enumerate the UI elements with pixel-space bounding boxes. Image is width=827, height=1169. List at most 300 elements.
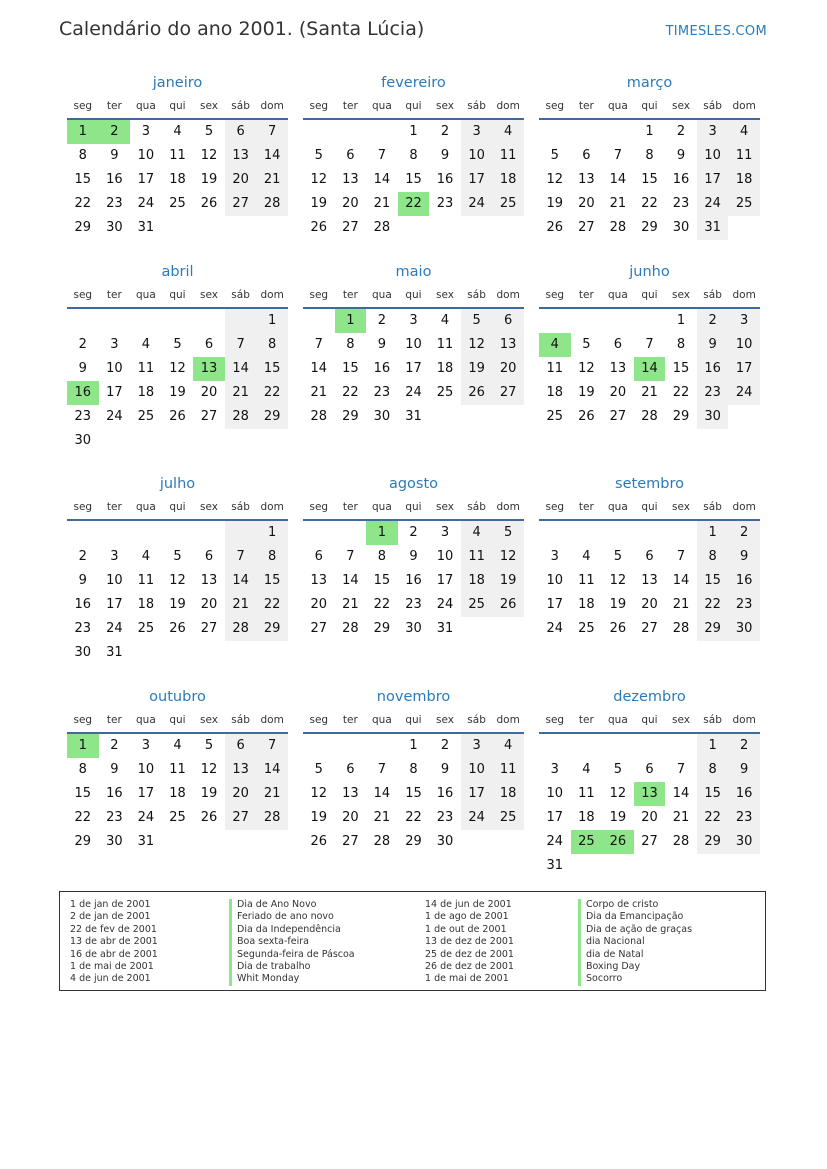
day-cell: 10 — [106, 573, 123, 588]
day-cell: 26 — [310, 834, 328, 849]
weekday-label: qua — [608, 289, 628, 301]
day-cell: 1 — [645, 124, 654, 139]
day-cell: 17 — [106, 385, 123, 400]
legend-line: Dia de ação de graças — [578, 924, 692, 936]
day-cell: 10 — [405, 337, 422, 352]
day-cell: 15 — [256, 569, 288, 593]
day-cell: 18 — [169, 786, 186, 801]
day-cell: 2 — [409, 525, 418, 540]
day-cell: 7 — [225, 333, 257, 357]
day-cell: 20 — [225, 168, 257, 192]
month-days-grid — [303, 309, 524, 429]
day-cell: 24 — [436, 597, 454, 612]
empty-cell — [162, 830, 194, 854]
day-cell: 10 — [137, 148, 155, 163]
day-cell: 18 — [169, 172, 186, 187]
day-cell: 5 — [461, 309, 493, 333]
empty-cell — [571, 734, 603, 758]
day-cell: 20 — [641, 597, 658, 612]
day-cell: 22 — [256, 381, 288, 405]
empty-cell — [225, 830, 257, 854]
weekday-label: ter — [106, 501, 122, 513]
day-cell: 25 — [492, 192, 524, 216]
day-cell: 6 — [346, 762, 355, 777]
month-days-grid — [539, 120, 760, 240]
legend-line: 13 de dez de 2001 — [425, 936, 514, 948]
day-cell: 16 — [405, 573, 422, 588]
empty-cell — [303, 734, 335, 758]
day-cell: 29 — [697, 830, 729, 854]
day-cell: 28 — [609, 220, 627, 235]
empty-cell — [539, 120, 571, 144]
empty-cell — [256, 429, 288, 453]
day-cell: 8 — [697, 758, 729, 782]
weekday-label: seg — [73, 714, 93, 726]
day-cell: 25 — [169, 810, 186, 825]
day-cell: 16 — [672, 172, 690, 187]
empty-cell — [539, 521, 571, 545]
weekday-label: seg — [545, 289, 565, 301]
day-cell: 17 — [137, 786, 155, 801]
weekday-label: seg — [545, 501, 565, 513]
day-cell: 2 — [676, 124, 686, 139]
day-cell: 8 — [256, 545, 288, 569]
legend-dates-right — [425, 899, 514, 986]
day-cell: 6 — [613, 337, 623, 352]
weekday-label: qui — [169, 100, 186, 112]
day-cell: 17 — [546, 810, 564, 825]
day-cell: 11 — [169, 148, 186, 163]
legend-line: 1 de jan de 2001 — [70, 899, 151, 910]
day-cell: 29 — [256, 617, 288, 641]
day-cell: 24 — [137, 196, 155, 211]
weekday-label: qui — [405, 100, 422, 112]
day-cell: 1 — [676, 313, 686, 328]
day-cell: 3 — [550, 762, 559, 777]
empty-cell — [634, 854, 666, 878]
day-cell: 5 — [613, 762, 623, 777]
day-cell: 16 — [436, 786, 454, 801]
month-agosto — [303, 473, 524, 641]
day-cell: 6 — [204, 337, 214, 352]
day-cell: 3 — [440, 525, 450, 540]
month-title: outubro — [149, 689, 206, 705]
weekday-label: sex — [200, 714, 219, 726]
day-cell: 26 — [602, 830, 634, 854]
day-cell: 22 — [672, 385, 690, 400]
day-cell: 18 — [461, 569, 493, 593]
empty-cell — [225, 309, 257, 333]
day-cell: 6 — [204, 549, 214, 564]
empty-cell — [67, 309, 99, 333]
day-cell: 11 — [169, 762, 186, 777]
day-cell: 14 — [256, 758, 288, 782]
day-cell: 4 — [492, 120, 524, 144]
empty-cell — [634, 309, 666, 333]
day-cell: 30 — [74, 645, 92, 660]
day-cell: 17 — [697, 168, 729, 192]
weekday-label: qua — [372, 289, 392, 301]
month-days-grid — [539, 734, 760, 878]
day-cell: 22 — [256, 593, 288, 617]
day-cell: 30 — [697, 405, 729, 429]
month-julho — [67, 473, 288, 665]
month-title: março — [626, 75, 673, 91]
empty-cell — [193, 309, 225, 333]
day-cell: 4 — [582, 762, 591, 777]
day-cell: 2 — [110, 738, 119, 753]
day-cell: 20 — [310, 597, 328, 612]
day-cell: 10 — [728, 333, 760, 357]
brand-link[interactable]: TIMESLES.COM — [665, 24, 767, 39]
day-cell: 17 — [436, 573, 454, 588]
day-cell: 3 — [697, 120, 729, 144]
month-fevereiro — [303, 72, 524, 240]
day-cell: 27 — [342, 834, 359, 849]
day-cell: 27 — [225, 806, 257, 830]
day-cell: 8 — [256, 333, 288, 357]
day-cell: 30 — [106, 834, 123, 849]
day-cell: 19 — [200, 172, 218, 187]
weekday-label: qui — [405, 714, 422, 726]
weekday-label: sex — [672, 289, 691, 301]
weekday-label: sáb — [467, 100, 486, 112]
day-cell: 23 — [373, 385, 391, 400]
empty-cell — [602, 309, 634, 333]
empty-cell — [366, 120, 398, 144]
month-dezembro — [539, 686, 760, 878]
weekday-label: sáb — [231, 714, 250, 726]
day-cell: 29 — [342, 409, 359, 424]
day-cell: 24 — [405, 385, 422, 400]
month-title: setembro — [615, 476, 684, 492]
day-cell: 19 — [609, 597, 627, 612]
legend-names-right — [578, 899, 692, 986]
empty-cell — [634, 521, 666, 545]
day-cell: 27 — [200, 621, 218, 636]
day-cell: 17 — [106, 597, 123, 612]
legend-line: 14 de jun de 2001 — [425, 899, 512, 910]
empty-cell — [303, 521, 335, 545]
weekday-label: sex — [436, 289, 455, 301]
empty-cell — [193, 521, 225, 545]
empty-cell — [634, 734, 666, 758]
day-cell: 25 — [137, 409, 155, 424]
day-cell: 11 — [546, 361, 564, 376]
empty-cell — [728, 854, 760, 878]
day-cell: 30 — [728, 830, 760, 854]
day-cell: 21 — [609, 196, 627, 211]
day-cell: 24 — [461, 192, 493, 216]
day-cell: 30 — [436, 834, 454, 849]
legend-line: 22 de fev de 2001 — [70, 923, 157, 935]
day-cell: 24 — [546, 621, 564, 636]
legend-line: Corpo de cristo — [578, 899, 692, 911]
day-cell: 23 — [728, 593, 760, 617]
day-cell: 9 — [728, 758, 760, 782]
day-cell: 12 — [546, 172, 564, 187]
day-cell: 23 — [106, 810, 123, 825]
day-cell: 15 — [74, 172, 92, 187]
legend-line: Boxing Day — [578, 961, 692, 973]
weekday-label: sáb — [231, 501, 250, 513]
empty-cell — [162, 521, 194, 545]
empty-cell — [130, 309, 162, 333]
weekday-label: sex — [200, 289, 219, 301]
day-cell: 8 — [78, 148, 87, 163]
day-cell: 18 — [137, 385, 155, 400]
day-cell: 29 — [641, 220, 658, 235]
empty-cell — [571, 854, 603, 878]
weekday-label: qua — [372, 714, 392, 726]
day-cell: 28 — [373, 834, 391, 849]
month-outubro — [67, 686, 288, 854]
day-cell: 25 — [546, 409, 564, 424]
day-cell: 29 — [74, 220, 92, 235]
day-cell: 23 — [672, 196, 690, 211]
month-days-grid — [303, 521, 524, 641]
weekday-label: seg — [545, 714, 565, 726]
day-cell: 27 — [225, 192, 257, 216]
day-cell: 12 — [461, 333, 493, 357]
weekday-label: sex — [436, 100, 455, 112]
legend-line: Boa sexta-feira — [229, 936, 355, 948]
day-cell: 10 — [546, 573, 564, 588]
day-cell: 28 — [342, 621, 359, 636]
day-cell: 13 — [578, 172, 595, 187]
empty-cell — [492, 830, 524, 854]
weekday-label: qua — [372, 100, 392, 112]
day-cell: 15 — [373, 573, 391, 588]
day-cell: 19 — [492, 569, 524, 593]
day-cell: 9 — [676, 148, 686, 163]
day-cell: 10 — [137, 762, 155, 777]
day-cell: 2 — [440, 738, 450, 753]
day-cell: 16 — [728, 569, 760, 593]
empty-cell — [492, 405, 524, 429]
day-cell: 19 — [169, 597, 186, 612]
weekday-label: dom — [260, 100, 284, 112]
legend-line: Segunda-feira de Páscoa — [229, 949, 355, 961]
empty-cell — [99, 309, 131, 333]
empty-cell — [193, 216, 225, 240]
day-cell: 29 — [697, 617, 729, 641]
day-cell: 22 — [405, 810, 422, 825]
day-cell: 1 — [409, 738, 418, 753]
weekday-label: dom — [732, 289, 756, 301]
empty-cell — [398, 216, 430, 240]
weekday-label: sex — [200, 501, 219, 513]
day-cell: 16 — [728, 782, 760, 806]
day-cell: 27 — [609, 409, 627, 424]
day-cell: 13 — [609, 361, 627, 376]
day-cell: 27 — [342, 220, 359, 235]
empty-cell — [539, 309, 571, 333]
month-março — [539, 72, 760, 240]
weekday-label: dom — [260, 714, 284, 726]
day-cell: 25 — [436, 385, 454, 400]
day-cell: 12 — [200, 762, 218, 777]
day-cell: 21 — [225, 381, 257, 405]
day-cell: 3 — [141, 124, 151, 139]
day-cell: 12 — [609, 786, 627, 801]
day-cell: 14 — [609, 172, 627, 187]
weekday-label: dom — [496, 289, 520, 301]
month-days-grid — [303, 734, 524, 854]
day-cell: 14 — [672, 786, 690, 801]
weekday-label: qui — [169, 289, 186, 301]
day-cell: 24 — [728, 381, 760, 405]
day-cell: 4 — [492, 734, 524, 758]
day-cell: 1 — [697, 521, 729, 545]
day-cell: 1 — [67, 734, 99, 758]
month-title: julho — [159, 476, 196, 492]
day-cell: 21 — [342, 597, 359, 612]
day-cell: 15 — [74, 786, 92, 801]
day-cell: 14 — [310, 361, 328, 376]
day-cell: 21 — [672, 810, 690, 825]
empty-cell — [225, 429, 257, 453]
weekday-label: seg — [73, 501, 93, 513]
weekday-label: ter — [106, 100, 122, 112]
day-cell: 15 — [697, 782, 729, 806]
empty-cell — [303, 120, 335, 144]
month-title: agosto — [388, 476, 439, 492]
day-cell: 7 — [314, 337, 323, 352]
empty-cell — [99, 429, 131, 453]
weekday-label: ter — [106, 714, 122, 726]
day-cell: 4 — [141, 337, 151, 352]
weekday-label: seg — [309, 714, 329, 726]
legend-line: 25 de dez de 2001 — [425, 948, 514, 960]
weekday-label: sex — [436, 501, 455, 513]
legend-line: Feriado de ano novo — [229, 911, 355, 923]
day-cell: 26 — [461, 381, 493, 405]
empty-cell — [539, 734, 571, 758]
day-cell: 20 — [609, 385, 627, 400]
empty-cell — [429, 405, 461, 429]
weekday-label: sáb — [703, 714, 722, 726]
day-cell: 4 — [461, 521, 493, 545]
day-cell: 31 — [697, 216, 729, 240]
day-cell: 26 — [169, 621, 186, 636]
day-cell: 9 — [377, 337, 387, 352]
day-cell: 6 — [645, 762, 654, 777]
day-cell: 5 — [550, 148, 559, 163]
day-cell: 24 — [697, 192, 729, 216]
day-cell: 12 — [169, 361, 186, 376]
weekday-label: qua — [608, 501, 628, 513]
day-cell: 16 — [697, 357, 729, 381]
day-cell: 28 — [641, 409, 658, 424]
month-days-grid — [67, 521, 288, 665]
day-cell: 19 — [609, 810, 627, 825]
day-cell: 21 — [225, 593, 257, 617]
day-cell: 25 — [492, 806, 524, 830]
day-cell: 21 — [256, 168, 288, 192]
day-cell: 31 — [137, 834, 155, 849]
day-cell: 20 — [200, 385, 218, 400]
day-cell: 10 — [106, 361, 123, 376]
day-cell: 28 — [373, 220, 391, 235]
day-cell: 11 — [436, 337, 454, 352]
weekday-label: dom — [732, 100, 756, 112]
day-cell: 14 — [373, 172, 391, 187]
day-cell: 20 — [225, 782, 257, 806]
day-cell: 26 — [546, 220, 564, 235]
day-cell: 1 — [67, 120, 99, 144]
day-cell: 3 — [141, 738, 151, 753]
day-cell: 2 — [78, 549, 87, 564]
weekday-label: ter — [342, 714, 358, 726]
weekday-label: ter — [578, 100, 594, 112]
month-title: fevereiro — [381, 75, 446, 91]
legend-line: Dia da Emancipação — [578, 911, 692, 923]
day-cell: 7 — [613, 148, 623, 163]
weekday-header — [67, 708, 288, 734]
weekday-label: sáb — [467, 714, 486, 726]
day-cell: 26 — [492, 593, 524, 617]
day-cell: 16 — [436, 172, 454, 187]
day-cell: 21 — [672, 597, 690, 612]
day-cell: 12 — [200, 148, 218, 163]
day-cell: 22 — [697, 593, 729, 617]
legend-line: 16 de abr de 2001 — [70, 948, 158, 960]
weekday-label: qua — [136, 289, 156, 301]
day-cell: 30 — [106, 220, 123, 235]
month-days-grid — [67, 734, 288, 854]
day-cell: 11 — [728, 144, 760, 168]
day-cell: 17 — [728, 357, 760, 381]
day-cell: 18 — [492, 782, 524, 806]
empty-cell — [335, 521, 367, 545]
day-cell: 12 — [609, 573, 627, 588]
day-cell: 5 — [173, 549, 182, 564]
legend-line: 1 de mai de 2001 — [425, 973, 509, 985]
empty-cell — [571, 309, 603, 333]
day-cell: 8 — [78, 762, 87, 777]
month-days-grid — [67, 120, 288, 240]
weekday-label: seg — [73, 289, 93, 301]
weekday-label: sáb — [467, 289, 486, 301]
day-cell: 17 — [546, 597, 564, 612]
day-cell: 1 — [366, 521, 398, 545]
weekday-label: qua — [136, 501, 156, 513]
empty-cell — [256, 216, 288, 240]
day-cell: 12 — [578, 361, 595, 376]
day-cell: 28 — [225, 617, 257, 641]
day-cell: 4 — [728, 120, 760, 144]
day-cell: 26 — [200, 810, 218, 825]
month-title: maio — [395, 264, 432, 280]
empty-cell — [665, 734, 697, 758]
day-cell: 19 — [169, 385, 186, 400]
day-cell: 24 — [137, 810, 155, 825]
empty-cell — [492, 617, 524, 641]
day-cell: 3 — [461, 734, 493, 758]
empty-cell — [602, 734, 634, 758]
empty-cell — [162, 429, 194, 453]
day-cell: 13 — [193, 357, 225, 381]
day-cell: 22 — [641, 196, 658, 211]
day-cell: 22 — [74, 196, 92, 211]
day-cell: 29 — [74, 834, 92, 849]
legend-line: 1 de mai de 2001 — [70, 960, 154, 972]
empty-cell — [193, 429, 225, 453]
weekday-label: qui — [641, 100, 658, 112]
day-cell: 20 — [492, 357, 524, 381]
day-cell: 5 — [204, 124, 214, 139]
